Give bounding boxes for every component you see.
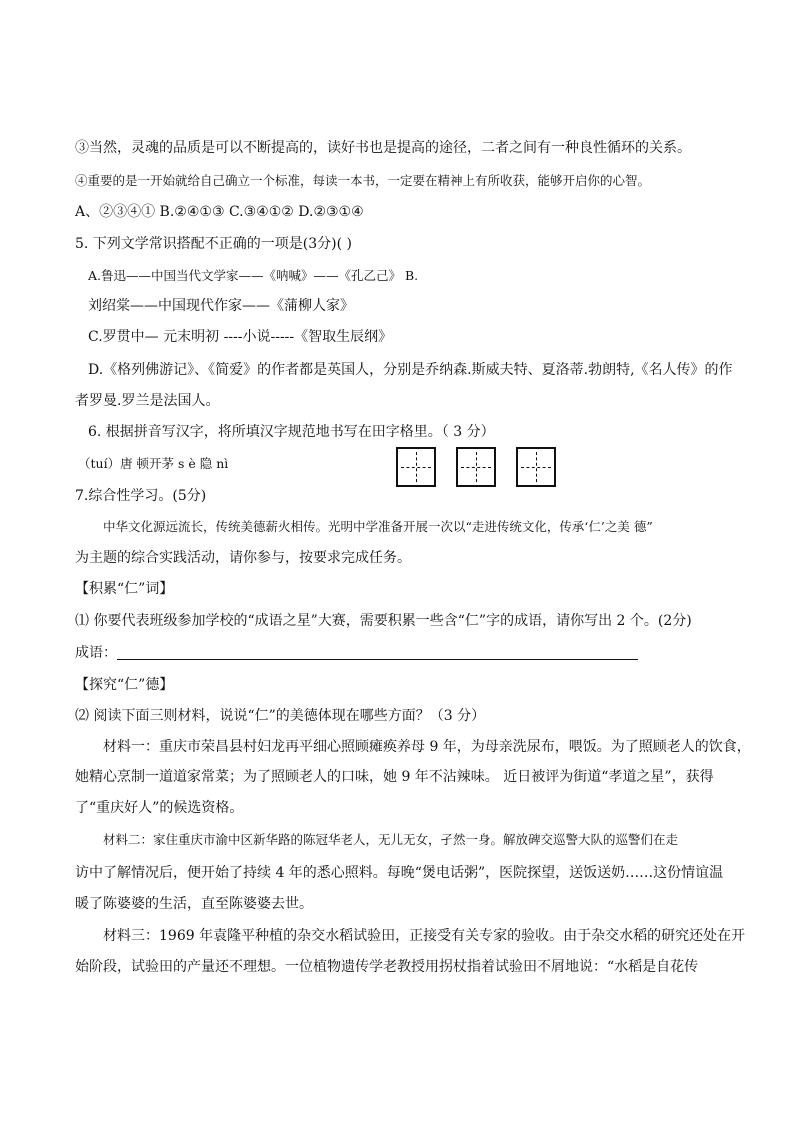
material-3-line2: 始阶段，试验田的产量还不理想。一位植物遗传学老教授用拐杖指着试验田不屑地说：“水稻是自花传 bbox=[75, 959, 699, 975]
task-2-prompt: ⑵ 阅读下面三则材料，说说“仁”的美德体现在哪些方面？（3 分） bbox=[75, 708, 486, 724]
q5-option-a: A.鲁迅——中国当代文学家——《呐喊》——《孔乙己》 B. bbox=[88, 268, 419, 283]
tian-grid-box-2[interactable] bbox=[456, 447, 496, 487]
q5-option-b: 刘绍棠——中国现代作家——《蒲柳人家》 bbox=[88, 298, 354, 314]
material-1-line3: 了“重庆好人”的候选资格。 bbox=[75, 800, 244, 816]
q5-stem: 5. 下列文学常识搭配不正确的一项是(3分)( ) bbox=[75, 236, 353, 252]
tian-grid-box-1[interactable] bbox=[396, 447, 436, 487]
q7-intro-line2: 为主题的综合实践活动，请你参与，按要求完成任务。 bbox=[75, 550, 411, 566]
q7-stem: 7.综合性学习。(5分) bbox=[75, 488, 207, 504]
q6-stem: 6. 根据拼音写汉字，将所填汉字规范地书写在田字格里。（ 3 分） bbox=[88, 424, 495, 440]
q5-option-c: C.罗贯中— 元末明初 ----小说-----《智取生辰纲》 bbox=[88, 329, 393, 345]
idiom-answer-label: 成语： bbox=[75, 645, 117, 661]
statement-4: ④重要的是一开始就给自己确立一个标准，每读一本书，一定要在精神上有所收获，能够开启你的心智。 bbox=[75, 173, 651, 188]
material-1-line1: 材料一：重庆市荣昌县村妇龙再平细心照顾瘫痪养母 9 年，为母亲洗尿布，喂饭。为了照顾老人的饮食， bbox=[103, 739, 751, 755]
material-1-line2: 她精心烹制一道道家常菜；为了照顾老人的口味，她 9 年不沾辣味。 近日被评为街道“孝道之星”，获得 bbox=[75, 769, 714, 785]
material-2-line1: 材料二：家住重庆市渝中区新华路的陈冠华老人，无儿无女，孑然一身。解放碑交巡警大队的巡警们在走 bbox=[103, 832, 679, 847]
task-1-prompt: ⑴ 你要代表班级参加学校的“成语之星”大赛，需要积累一些含“仁”字的成语，请你写出 2 个。(2分) bbox=[75, 613, 692, 629]
q4-options: A、②③④① B.②④①③ C.③④①② D.②③①④ bbox=[75, 204, 364, 220]
q5-option-d-line1: D.《格列佛游记》、《简爱》的作者都是英国人，分别是乔纳森.斯威夫特、夏洛蒂.勃朗特,《名人传》的作 bbox=[88, 362, 733, 378]
material-2-line2: 访中了解情况后，便开始了持续 4 年的悉心照料。每晚“煲电话粥”，医院探望，送饭送奶……这份情谊温 bbox=[75, 865, 724, 881]
q6-pinyin: （tuí）唐 顿开茅 s è 隐 nì bbox=[78, 456, 229, 471]
section-heading-accumulate: 【积累“仁”词】 bbox=[75, 581, 174, 597]
q7-intro-line1: 中华文化源远流长，传统美德薪火相传。光明中学准备开展一次以“走进传统文化，传承‘仁’之美 德” bbox=[103, 519, 653, 534]
section-heading-explore: 【探究“仁”德】 bbox=[75, 677, 174, 693]
statement-3: ③当然，灵魂的品质是可以不断提高的，读好书也是提高的途径，二者之间有一种良性循环的关系。 bbox=[75, 140, 691, 156]
material-3-line1: 材料三：1969 年袁隆平种植的杂交水稻试验田，正接受有关专家的验收。由于杂交水稻的研究还处在开 bbox=[103, 928, 746, 944]
material-2-line3: 暖了陈婆婆的生活，直至陈婆婆去世。 bbox=[75, 896, 313, 912]
q5-option-d-line2: 者罗曼.罗兰是法国人。 bbox=[75, 393, 220, 409]
idiom-answer-line[interactable] bbox=[117, 659, 638, 660]
tian-grid-box-3[interactable] bbox=[516, 447, 556, 487]
